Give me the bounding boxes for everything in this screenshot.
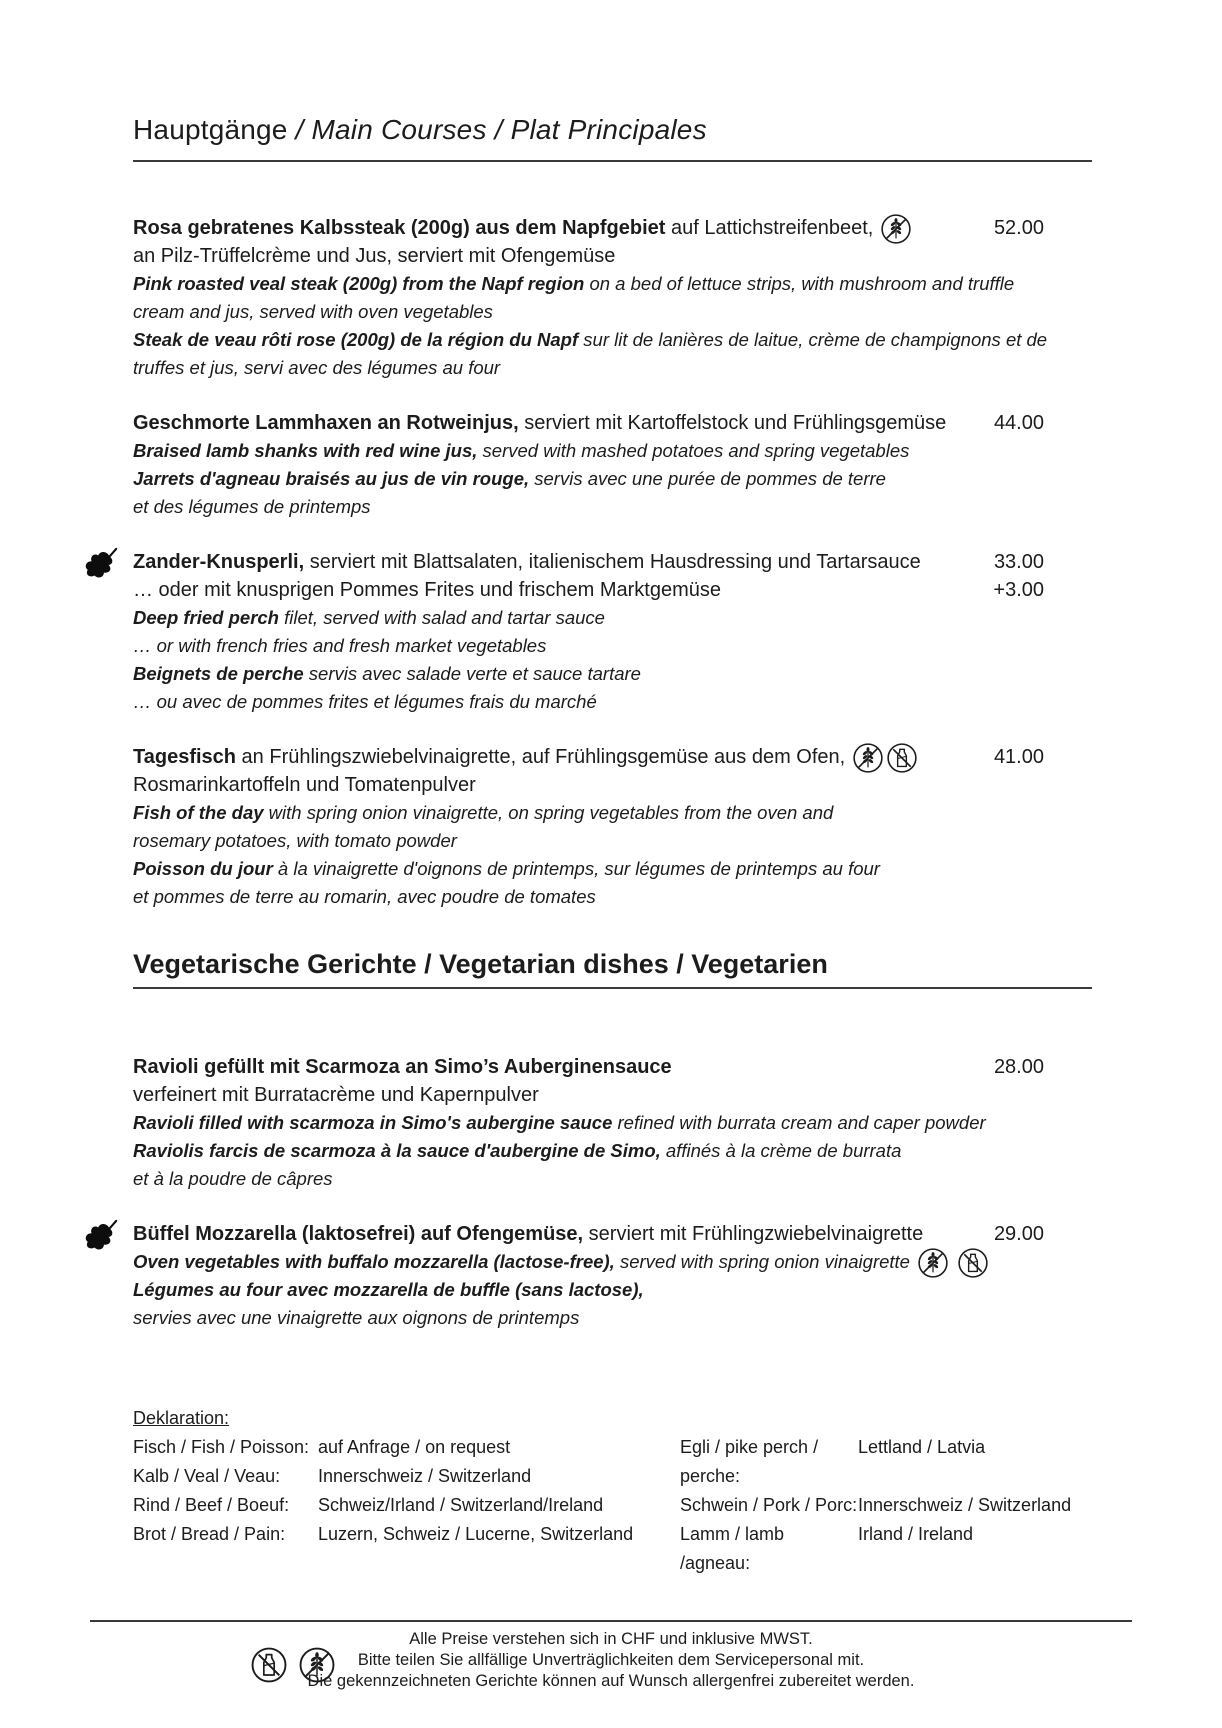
section-header-vegetarian: Vegetarische Gerichte / Vegetarian dishes / Vegetarien — [133, 947, 1092, 989]
desc-en-bold: Pink roasted veal steak (200g) from the Napf region — [133, 273, 585, 294]
desc-en-rest: on a bed of lettuce strips, with mushroom and truffle — [584, 273, 1015, 294]
desc-en-bold: Braised lamb shanks with red wine jus, — [133, 440, 478, 461]
dish-desc-fr — [133, 660, 1092, 688]
gluten-free-icon — [298, 1646, 336, 1684]
dish-title-row — [133, 1053, 1092, 1081]
dish-title-row — [133, 409, 1092, 437]
desc-en-bold: Deep fried perch — [133, 607, 279, 628]
deklaration-row — [133, 1520, 680, 1549]
dish-price: 28.00 — [993, 1056, 1044, 1078]
dish-desc-fr — [133, 1137, 1092, 1165]
dish-title — [133, 743, 952, 771]
footer-line-3: Die gekennzeichneten Gerichte können auf Wunsch allergenfrei zubereitet werden. — [307, 1672, 915, 1690]
vegetarian-list — [133, 1053, 1092, 1332]
dish-desc-fr — [133, 855, 1092, 883]
dish-title — [133, 214, 952, 242]
lactose-free-icon — [250, 1646, 288, 1684]
deklaration-row — [133, 1491, 680, 1520]
deklaration-row — [133, 1433, 680, 1462]
dish-title-row — [133, 548, 1092, 576]
dish-title-bold: Zander-Knusperli, — [133, 551, 305, 573]
dish-desc-en — [133, 1248, 1092, 1276]
dish-desc-fr — [133, 1276, 1092, 1304]
desc-en-rest: refined with burrata cream and caper powder — [612, 1112, 986, 1133]
deklaration-label: Rind / Beef / Boeuf: — [133, 1495, 290, 1515]
dish-desc-en-2: cream and jus, served with oven vegetables — [133, 301, 493, 322]
gluten-free-icon — [917, 1247, 949, 1279]
desc-fr-rest: affinés à la crème de burrata — [660, 1140, 902, 1161]
desc-en-rest: filet, served with salad and tartar sauce — [279, 607, 605, 628]
desc-fr-bold: Jarrets d'agneau braisés au jus de vin rouge, — [133, 468, 530, 489]
header-main-de: Hauptgänge — [133, 114, 288, 145]
deklaration-value: Irland / Ireland — [858, 1524, 974, 1544]
dish-title — [133, 1220, 952, 1248]
desc-en-bold: Fish of the day — [133, 802, 264, 823]
dish-option-row — [133, 576, 1092, 604]
desc-fr-rest: à la vinaigrette d'oignons de printemps, sur légumes de printemps au four — [272, 858, 880, 879]
dish-lammhaxen — [133, 409, 1092, 521]
dish-desc-en-2: rosemary potatoes, with tomato powder — [133, 830, 457, 851]
deklaration-label: Fisch / Fish / Poisson: — [133, 1437, 310, 1457]
dish-tagesfisch — [133, 743, 1092, 911]
deklaration-value: Innerschweiz / Switzerland — [318, 1466, 532, 1486]
deklaration-grid — [133, 1433, 1092, 1578]
dish-desc-en — [133, 799, 1092, 827]
dish-title — [133, 1053, 952, 1081]
desc-fr-bold: Steak de veau rôti rose (200g) de la région du Napf — [133, 329, 579, 350]
desc-en-bold: Ravioli filled with scarmoza in Simo's aubergine sauce — [133, 1112, 613, 1133]
deklaration-label: Egli / pike perch / perche: — [680, 1437, 819, 1486]
lactose-free-icon — [957, 1247, 989, 1279]
dish-title-rest: an Frühlingszwiebelvinaigrette, auf Frühlingsgemüse aus dem Ofen, — [236, 746, 846, 768]
deklaration-row — [680, 1433, 1092, 1491]
dish-desc-fr — [133, 326, 1092, 354]
desc-en-bold: Oven vegetables with buffalo mozzarella (lactose-free), — [133, 1251, 615, 1272]
gluten-free-icon — [880, 213, 912, 245]
dish-desc-fr — [133, 465, 1092, 493]
dish-desc-en-2: … or with french fries and fresh market vegetables — [133, 635, 547, 656]
deklaration-value: Luzern, Schweiz / Lucerne, Switzerland — [318, 1524, 634, 1544]
dish-desc-en — [133, 437, 1092, 465]
dish-desc-fr-2: … ou avec de pommes frites et légumes frais du marché — [133, 691, 597, 712]
deklaration-right-column — [680, 1433, 1092, 1578]
dish-title-bold: Rosa gebratenes Kalbssteak (200g) aus dem Napfgebiet — [133, 217, 666, 239]
dish-title-rest: serviert mit Kartoffelstock und Frühlingsgemüse — [518, 412, 947, 434]
leaf-icon — [83, 1218, 121, 1256]
dish-title-bold: Geschmorte Lammhaxen an Rotweinjus, — [133, 412, 519, 434]
deklaration-section — [133, 1404, 1092, 1578]
deklaration-row — [680, 1491, 1092, 1520]
deklaration-label: Brot / Bread / Pain: — [133, 1524, 286, 1544]
deklaration-value: Lettland / Latvia — [858, 1437, 986, 1457]
dish-subtitle-de: Rosmarinkartoffeln und Tomatenpulver — [133, 774, 476, 796]
deklaration-value: Schweiz/Irland / Switzerland/Ireland — [318, 1495, 604, 1515]
dish-desc-fr-2: et pommes de terre au romarin, avec poudre de tomates — [133, 886, 596, 907]
desc-fr-bold: Raviolis farcis de scarmoza à la sauce d'aubergine de Simo, — [133, 1140, 661, 1161]
desc-fr-bold: Légumes au four avec mozzarella de buffle (sans lactose), — [133, 1279, 644, 1300]
footer-line-1: Alle Preise verstehen sich in CHF und inklusive MWST. — [409, 1630, 813, 1648]
footer — [90, 1620, 1132, 1692]
dish-title-rest: auf Lattichstreifenbeet, — [665, 217, 874, 239]
deklaration-row — [133, 1462, 680, 1491]
section-header-main-courses — [133, 112, 1092, 162]
desc-fr-bold: Poisson du jour — [133, 858, 273, 879]
desc-fr-bold: Beignets de perche — [133, 663, 304, 684]
footer-line-2: Bitte teilen Sie allfällige Unverträglichkeiten dem Servicepersonal mit. — [357, 1651, 865, 1669]
desc-fr-rest: sur lit de lanières de laitue, crème de champignons et de — [578, 329, 1048, 350]
dish-kalbssteak — [133, 214, 1092, 382]
dish-desc-fr-2: truffes et jus, servi avec des légumes au four — [133, 357, 501, 378]
leaf-icon — [83, 546, 121, 584]
dish-desc-en — [133, 270, 1092, 298]
dish-option: … oder mit knusprigen Pommes Frites und frischem Marktgemüse — [133, 579, 721, 601]
dish-desc-fr-2: et des légumes de printemps — [133, 496, 371, 517]
footer-icons — [250, 1646, 336, 1684]
desc-fr-rest: servis avec une purée de pommes de terre — [529, 468, 886, 489]
menu-content — [133, 0, 1092, 1578]
dish-title-row — [133, 743, 1092, 771]
deklaration-title: Deklaration: — [133, 1408, 230, 1428]
gluten-free-icon — [852, 742, 884, 774]
dish-title-bold: Tagesfisch — [133, 746, 236, 768]
deklaration-label: Kalb / Veal / Veau: — [133, 1466, 281, 1486]
header-main-intl: / Main Courses / Plat Principales — [287, 114, 707, 145]
deklaration-row — [680, 1520, 1092, 1578]
dish-title-rest: serviert mit Blattsalaten, italienischem Hausdressing und Tartarsauce — [304, 551, 921, 573]
dish-zander-knusperli — [133, 548, 1092, 716]
dish-title — [133, 548, 952, 576]
dish-price: 44.00 — [993, 412, 1044, 434]
dish-title — [133, 409, 952, 437]
dish-desc-en — [133, 1109, 1092, 1137]
dish-desc-fr-2: servies avec une vinaigrette aux oignons de printemps — [133, 1307, 580, 1328]
dish-desc-fr-2: et à la poudre de câpres — [133, 1168, 333, 1189]
dish-price: 52.00 — [993, 217, 1044, 239]
dish-subtitle-de: an Pilz-Trüffelcrème und Jus, serviert mit Ofengemüse — [133, 245, 616, 267]
dish-price: 33.00 — [993, 551, 1044, 573]
dish-title-row — [133, 214, 1092, 242]
dish-desc-en — [133, 604, 1092, 632]
deklaration-label: Lamm / lamb /agneau: — [680, 1524, 785, 1573]
dish-title-bold: Büffel Mozzarella (laktosefrei) auf Ofengemüse, — [133, 1223, 584, 1245]
deklaration-value: Innerschweiz / Switzerland — [858, 1495, 1072, 1515]
deklaration-left-column — [133, 1433, 680, 1578]
dish-price: 29.00 — [993, 1223, 1044, 1245]
dish-price: 41.00 — [993, 746, 1044, 768]
desc-en-rest: served with spring onion vinaigrette — [614, 1251, 910, 1272]
lactose-free-icon — [886, 742, 918, 774]
dish-ravioli — [133, 1053, 1092, 1193]
dish-option-price: +3.00 — [993, 579, 1044, 601]
dish-mozzarella — [133, 1220, 1092, 1332]
dish-title-bold: Ravioli gefüllt mit Scarmoza an Simo’s Auberginensauce — [133, 1056, 672, 1078]
desc-fr-rest: servis avec salade verte et sauce tartare — [303, 663, 641, 684]
dish-title-rest: serviert mit Frühlingzwiebelvinaigrette — [583, 1223, 924, 1245]
dish-subtitle-de: verfeinert mit Burratacrème und Kapernpulver — [133, 1084, 539, 1106]
dish-title-row — [133, 1220, 1092, 1248]
deklaration-label: Schwein / Pork / Porc: — [680, 1495, 858, 1515]
desc-en-rest: with spring onion vinaigrette, on spring vegetables from the oven and — [263, 802, 834, 823]
main-courses-list — [133, 214, 1092, 911]
desc-en-rest: served with mashed potatoes and spring vegetables — [477, 440, 910, 461]
deklaration-value: auf Anfrage / on request — [318, 1437, 511, 1457]
